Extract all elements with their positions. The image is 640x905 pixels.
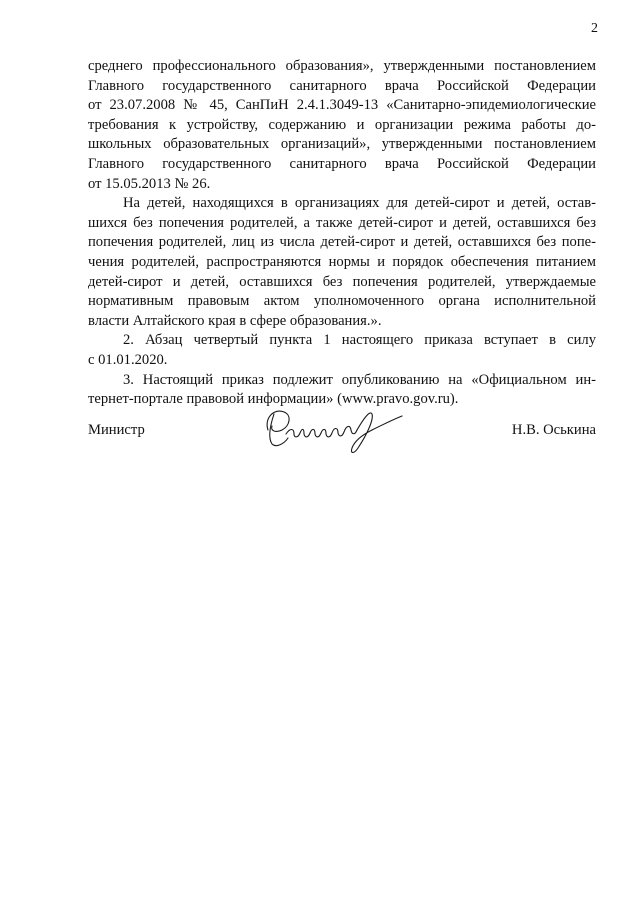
- text-line: с 01.01.2020.: [88, 351, 168, 368]
- text-line: чения родителей, распространяются нормы и порядок обеспечения питанием: [88, 253, 596, 270]
- paragraph-2: [88, 194, 596, 331]
- document-body: [88, 57, 596, 410]
- text-line: школьных образовательных организаций», утвержденными постановлением: [88, 136, 596, 153]
- text-line: шихся без попечения родителей, а также детей-сирот и детей, оставшихся без: [88, 214, 596, 231]
- text-line: попечения родителей, лиц из числа детей-сирот и детей, оставшихся без попе-: [88, 234, 596, 251]
- text-line: среднего профессионального образования», утвержденными постановлением: [88, 58, 596, 74]
- text-line: от 23.07.2008 № 45, СанПиН 2.4.1.3049-13 «Санитарно-эпидемиологические: [88, 97, 596, 114]
- signatory-title: Министр: [88, 422, 145, 438]
- text-line: от 15.05.2013 № 26.: [88, 175, 211, 192]
- text-line: 2. Абзац четвертый пункта 1 настоящего приказа вступает в силу: [123, 332, 596, 349]
- text-line: Главного государственного санитарного врача Российской Федерации: [88, 155, 596, 172]
- signatory-name: Н.В. Оськина: [511, 422, 596, 438]
- signature-block: [88, 410, 596, 470]
- paragraph-1: [88, 57, 596, 194]
- handwritten-signature: [260, 400, 410, 458]
- text-line: детей-сирот и детей, оставшихся без попечения родителей, утверждаемые: [88, 273, 596, 290]
- text-line: власти Алтайского края в сфере образования.».: [88, 312, 382, 329]
- text-line: Главного государственного санитарного врача Российской Федерации: [88, 77, 596, 94]
- page-number: 2: [591, 21, 598, 36]
- text-line: требования к устройству, содержанию и организации режима работы до-: [88, 116, 596, 133]
- text-line: 3. Настоящий приказ подлежит опубликованию на «Официальном ин-: [123, 371, 596, 388]
- text-line: На детей, находящихся в организациях для детей-сирот и детей, остав-: [123, 195, 596, 212]
- text-line: тернет-портале правовой информации» (www.pravo.gov.ru).: [88, 391, 459, 408]
- paragraph-3: [88, 331, 596, 370]
- text-line: нормативным правовым актом уполномоченного органа исполнительной: [88, 293, 596, 310]
